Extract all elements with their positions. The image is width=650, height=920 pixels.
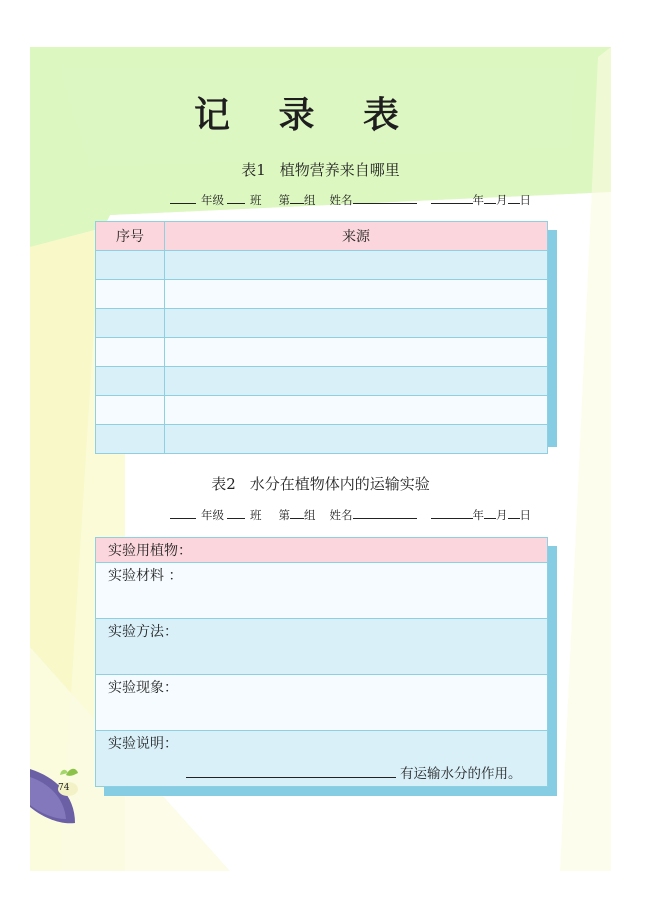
source-cell[interactable] [165,309,548,338]
table1-caption [30,159,611,180]
table1-header-row [96,222,548,251]
day-blank [508,192,520,204]
phenomenon-row[interactable] [96,674,547,730]
grade-label: 年级 [201,508,224,522]
table2-info-line [170,507,531,523]
day-label: 日 [519,193,531,207]
name-label: 姓名 [329,508,353,522]
plant-label: 实验用植物： [108,543,192,559]
month-blank [484,507,496,519]
table2-caption-number: 表2 [211,475,236,493]
month-blank [484,192,496,204]
method-label: 实验方法： [108,624,178,640]
table1-info-line [170,192,531,208]
source-cell[interactable] [165,338,548,367]
table-row [96,396,548,425]
class-blank [227,507,245,519]
page-title: 记 录 表 [193,95,418,136]
year-blank [431,192,473,204]
index-cell[interactable] [96,338,165,367]
explanation-label: 实验说明： [108,736,178,752]
year-label: 年 [472,193,484,207]
class-label: 班 [250,508,262,522]
table2-caption-text: 水分在植物体内的运输实验 [249,475,430,493]
column-header-index: 序号 [96,222,165,251]
index-cell[interactable] [96,280,165,309]
materials-label: 实验材料 ： [108,568,183,584]
group-prefix: 第 [278,508,290,522]
table1-caption-text: 植物营养来自哪里 [279,161,400,179]
year-blank [431,507,473,519]
year-label: 年 [472,508,484,522]
day-label: 日 [519,508,531,522]
column-header-source: 来源 [165,222,548,251]
table2-grid [95,537,548,787]
name-blank [353,507,417,519]
table-row [96,338,548,367]
month-label: 月 [496,193,508,207]
grade-blank [170,507,196,519]
name-blank [353,192,417,204]
grade-blank [170,192,196,204]
textbook-page [30,47,611,871]
table-row [96,280,548,309]
table-row [96,251,548,280]
table1-caption-number: 表1 [241,161,266,179]
phenomenon-label: 实验现象： [108,680,178,696]
name-label: 姓名 [329,193,353,207]
table2-caption [30,473,611,494]
table-row [96,367,548,396]
grade-label: 年级 [201,193,224,207]
month-label: 月 [496,508,508,522]
explanation-row[interactable] [96,730,547,786]
conclusion-suffix: 有运输水分的作用。 [400,766,522,782]
plant-row[interactable] [96,538,547,562]
index-cell[interactable] [96,425,165,454]
group-label: 组 [304,508,316,522]
table-row [96,309,548,338]
conclusion-line [186,762,522,782]
day-blank [508,507,520,519]
group-label: 组 [304,193,316,207]
index-cell[interactable] [96,396,165,425]
source-cell[interactable] [165,425,548,454]
class-blank [227,192,245,204]
table-row [96,425,548,454]
method-row[interactable] [96,618,547,674]
index-cell[interactable] [96,251,165,280]
group-prefix: 第 [278,193,290,207]
table1 [95,221,560,453]
page-number: 74 [58,783,70,793]
index-cell[interactable] [96,309,165,338]
class-label: 班 [250,193,262,207]
source-cell[interactable] [165,396,548,425]
conclusion-blank[interactable] [186,763,396,778]
group-blank [290,507,304,519]
source-cell[interactable] [165,251,548,280]
group-blank [290,192,304,204]
source-cell[interactable] [165,367,548,396]
table1-grid [95,221,548,454]
table2 [95,537,560,799]
source-cell[interactable] [165,280,548,309]
materials-row[interactable] [96,562,547,618]
index-cell[interactable] [96,367,165,396]
